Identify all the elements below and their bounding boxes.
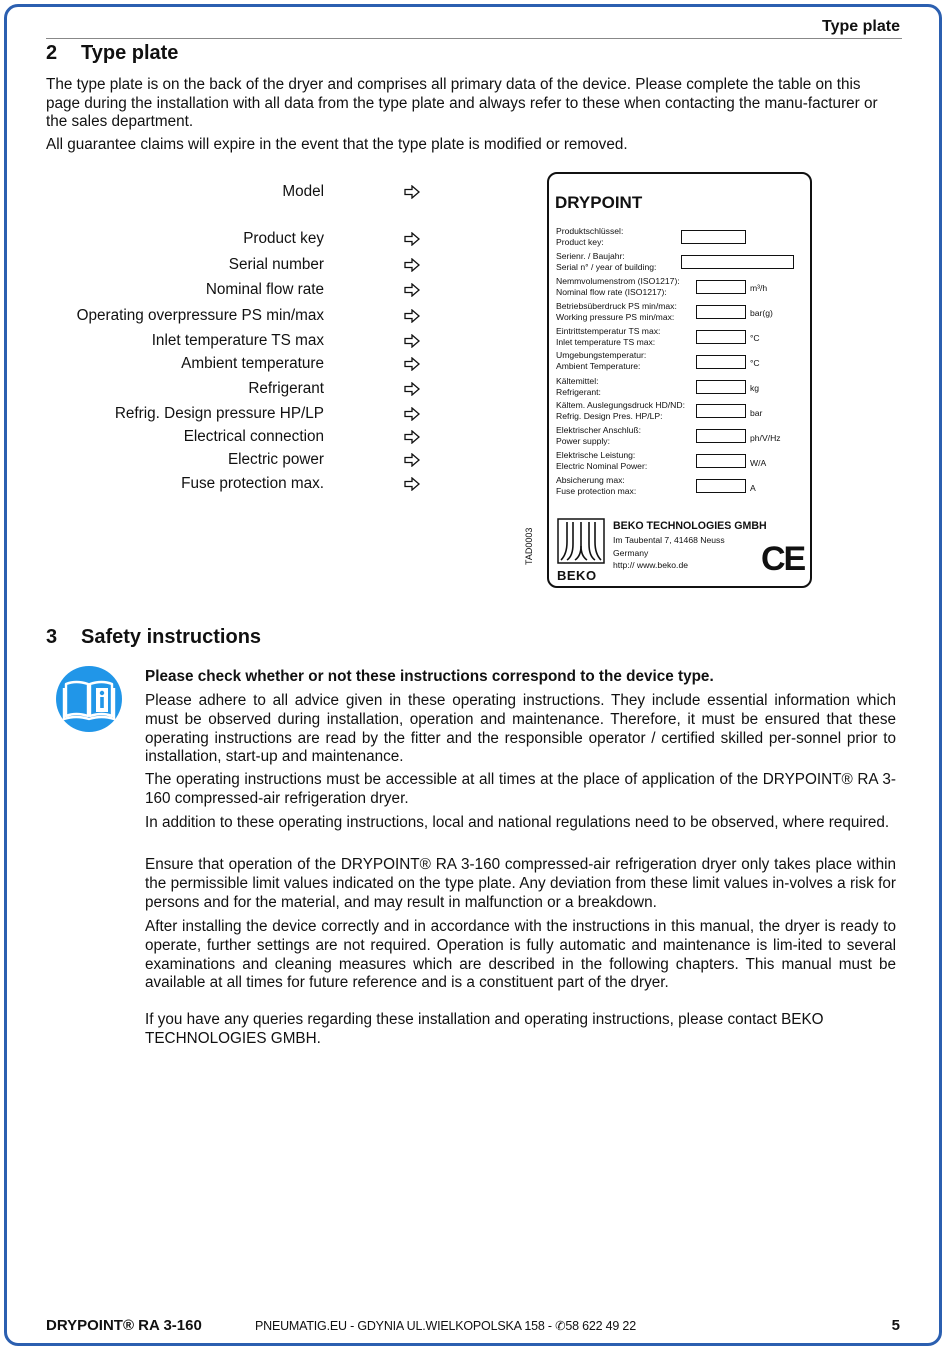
info-manual-icon — [56, 666, 122, 732]
plate-unit: A — [750, 483, 756, 493]
plate-label-de: Elektrische Leistung: — [556, 450, 636, 460]
plate-value-box — [696, 429, 746, 443]
plate-unit: °C — [750, 333, 760, 343]
plate-unit: bar — [750, 408, 763, 418]
beko-logo-mark — [557, 518, 605, 564]
plate-row-fuse — [556, 475, 636, 496]
plate-country: Germany — [613, 548, 649, 558]
plate-value-box — [696, 479, 746, 493]
beko-logo — [557, 518, 605, 583]
page-number: 5 — [891, 1317, 900, 1334]
plate-label-de: Kältemittel: — [556, 376, 599, 386]
plate-row-refrigerant — [556, 376, 601, 397]
plate-row-power-supply — [556, 425, 641, 446]
plate-brand: DRYPOINT — [555, 193, 643, 212]
plate-value-box — [696, 305, 746, 319]
plate-unit: ph/V/Hz — [750, 433, 781, 443]
plate-web: http:// www.beko.de — [613, 560, 688, 570]
safety-paragraph: After installing the device correctly and in accordance with the instructions in this manual, the dryer is ready to operate, further settings are not required. Operation is fully automatic and maintenance is lim-ited to several examinations and cleaning measures which are described in the following chapters. This manual must be available at all times for future reference and is a constituent part of the dryer. — [145, 918, 896, 992]
field-label-refrigerant: Refrigerant — [248, 380, 324, 397]
plate-label-en: Power supply: — [556, 435, 610, 446]
plate-label-en: Serial n° / year of building: — [556, 261, 657, 272]
plate-unit: W/A — [750, 458, 767, 468]
plate-label-en: Refrig. Design Pres. HP/LP: — [556, 410, 663, 421]
section-title: Type plate — [81, 42, 179, 64]
plate-label-en: Fuse protection max: — [556, 485, 637, 496]
arrow-right-icon — [404, 382, 420, 396]
plate-value-box — [696, 355, 746, 369]
plate-label-de: Elektrischer Anschluß: — [556, 425, 642, 435]
arrow-right-icon — [404, 185, 420, 199]
field-label-overpressure: Operating overpressure PS min/max — [76, 307, 324, 324]
guarantee-note: All guarantee claims will expire in the event that the type plate is modified or removed. — [46, 136, 628, 153]
plate-label-en: Product key: — [556, 236, 604, 247]
plate-value-box — [696, 380, 746, 394]
arrow-right-icon — [404, 430, 420, 444]
section-title: Safety instructions — [81, 626, 262, 648]
arrow-right-icon — [404, 357, 420, 371]
plate-value-box — [696, 454, 746, 468]
plate-label-en: Electric Nominal Power: — [556, 460, 648, 471]
arrow-right-icon — [404, 453, 420, 467]
ce-mark: CE — [761, 540, 805, 578]
section-number: 3 — [46, 626, 58, 648]
plate-label-de: Eintrittstemperatur TS max: — [556, 326, 661, 336]
arrow-right-icon — [404, 309, 420, 323]
arrow-right-icon — [404, 258, 420, 272]
plate-label-de: Produktschlüssel: — [556, 226, 624, 236]
footer-product: DRYPOINT® RA 3-160 — [46, 1317, 202, 1334]
beko-logo-text: BEKO — [557, 568, 597, 583]
arrow-right-icon — [404, 334, 420, 348]
safety-lead: Please check whether or not these instructions correspond to the device type. — [145, 668, 714, 685]
footer-contact: PNEUMATIG.EU - GDYNIA UL.WIELKOPOLSKA 158 - ✆58 622 49 22 — [255, 1319, 636, 1333]
safety-paragraph: The operating instructions must be accessible at all times at the place of application of the DRYPOINT® RA 3-160 compressed-air refrigeration dryer. — [145, 771, 896, 807]
plate-row-ambient-temp — [556, 350, 646, 371]
plate-label-en: Nominal flow rate (ISO1217): — [556, 286, 667, 297]
arrow-right-icon — [404, 283, 420, 297]
type-plate-intro: The type plate is on the back of the dryer and comprises all primary data of the device. Please complete the table on this page during the installation with all data from the type plate and always refer to these when contacting the manu-facturer or the sales department. — [46, 76, 878, 131]
safety-paragraph: Ensure that operation of the DRYPOINT® RA 3-160 compressed-air refrigeration dryer only takes place within the permissible limit values indicated on the type plate. Any deviation from these limit values in-volves a risk for persons and for the material, and may result in malfunction or a breakdown. — [145, 856, 896, 911]
arrow-right-icon — [404, 477, 420, 491]
plate-company: BEKO TECHNOLOGIES GMBH — [613, 520, 767, 532]
plate-row-design-pressure — [556, 400, 685, 421]
plate-row-serial — [556, 251, 656, 272]
plate-unit: kg — [750, 383, 760, 393]
plate-row-product-key — [556, 226, 623, 247]
plate-label-de: Umgebungstemperatur: — [556, 350, 647, 360]
plate-label-en: Inlet temperature TS max: — [556, 336, 656, 347]
plate-value-box — [681, 230, 746, 244]
field-label-fuse-protection: Fuse protection max. — [181, 475, 324, 492]
field-label-design-pressure: Refrig. Design pressure HP/LP — [114, 405, 324, 422]
header-rule — [46, 38, 902, 39]
arrow-right-icon — [404, 407, 420, 421]
plate-label-de: Serienr. / Baujahr: — [556, 251, 625, 261]
book-info-icon — [56, 666, 122, 732]
safety-paragraph: If you have any queries regarding these installation and operating instructions, please contact BEKO TECHNOLOGIES GMBH. — [145, 1011, 824, 1047]
plate-value-box — [696, 404, 746, 418]
safety-paragraph: Please adhere to all advice given in these operating instructions. They include essential information which must be observed during installation, operation and maintenance. Therefore, it must be ensured that these operating instructions are read by the fitter and the responsible operator / certified skilled per-sonnel prior to installation, start-up and maintenance. — [145, 692, 896, 766]
field-label-product-key: Product key — [243, 230, 324, 247]
field-label-electrical-connection: Electrical connection — [183, 428, 324, 445]
plate-value-box — [696, 330, 746, 344]
section-2-heading — [46, 42, 178, 65]
safety-paragraph: In addition to these operating instructions, local and national regulations need to be observed, where required. — [145, 814, 890, 831]
plate-unit: m³/h — [750, 283, 768, 293]
arrow-right-icon — [404, 232, 420, 246]
plate-label-de: Kältem. Auslegungsdruck HD/ND: — [556, 400, 685, 410]
plate-unit: °C — [750, 358, 760, 368]
running-header: Type plate — [822, 18, 900, 35]
plate-label-en: Working pressure PS min/max: — [556, 311, 675, 322]
section-number: 2 — [46, 42, 58, 64]
plate-street: Im Taubental 7, 41468 Neuss — [613, 535, 725, 545]
plate-row-inlet-temp — [556, 326, 660, 347]
field-label-electric-power: Electric power — [227, 451, 324, 468]
field-label-nominal-flow: Nominal flow rate — [205, 281, 324, 298]
plate-label-de: Nemmvolumenstrom (ISO1217): — [556, 276, 680, 286]
field-label-inlet-temp: Inlet temperature TS max — [151, 332, 324, 349]
plate-label-en: Ambient Temperature: — [556, 360, 641, 371]
field-label-ambient-temp: Ambient temperature — [181, 355, 324, 372]
plate-unit: bar(g) — [750, 308, 773, 318]
plate-row-pressure — [556, 301, 677, 322]
field-label-model: Model — [282, 183, 324, 200]
plate-label-de: Absicherung max: — [556, 475, 625, 485]
plate-value-box — [681, 255, 794, 269]
field-label-serial-number: Serial number — [228, 256, 324, 273]
plate-row-electric-power — [556, 450, 647, 471]
drawing-id: TAD0003 — [524, 527, 534, 565]
plate-row-flow — [556, 276, 680, 297]
section-3-heading — [46, 626, 261, 649]
plate-value-box — [696, 280, 746, 294]
plate-label-en: Refrigerant: — [556, 386, 601, 397]
plate-label-de: Betriebsüberdruck PS min/max: — [556, 301, 677, 311]
